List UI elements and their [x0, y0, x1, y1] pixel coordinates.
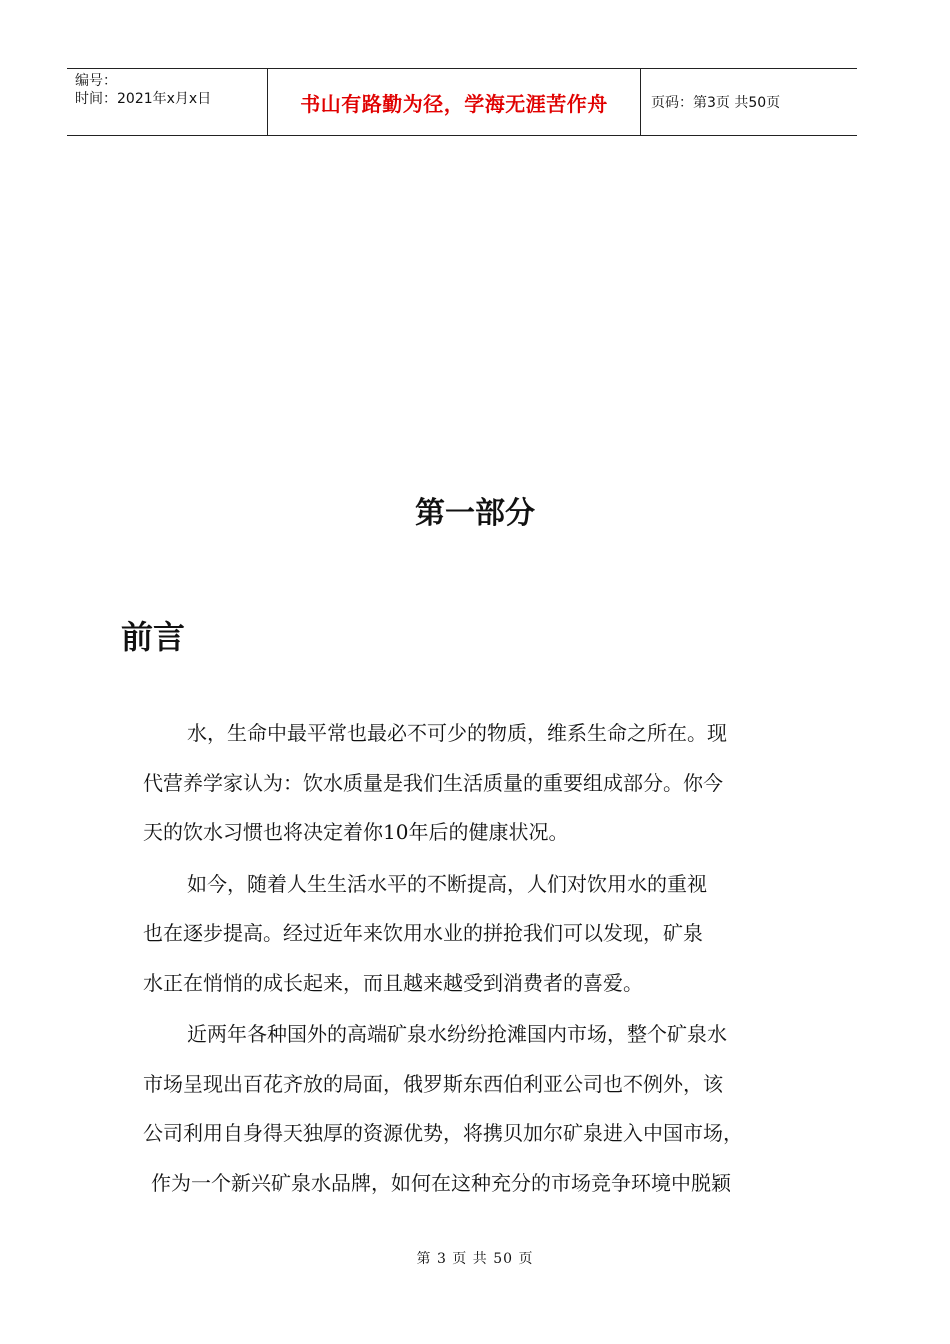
- paragraph-1: [143, 716, 803, 865]
- body-text: [143, 716, 803, 1215]
- paragraph-line: 也在逐步提高。经过近年来饮用水业的拼抢我们可以发现，矿泉: [143, 921, 703, 945]
- paragraph-line: 水正在悄悄的成长起来，而且越来越受到消费者的喜爱。: [143, 970, 643, 995]
- serial-number-label: 编号：: [75, 73, 117, 89]
- page-footer: 第 3 页 共 50 页: [416, 1251, 534, 1267]
- paragraph-line: 市场呈现出百花齐放的局面，俄罗斯东西伯利亚公司也不例外，该: [143, 1071, 723, 1096]
- paragraph-2: [143, 867, 803, 1016]
- page-info: 页码：第3页 共50页: [651, 95, 781, 111]
- part-title: 第一部分: [415, 496, 535, 531]
- header-meta-cell: [67, 69, 268, 135]
- page-header: [67, 68, 857, 136]
- paragraph-line: 近两年各种国外的高端矿泉水纷纷抢滩国内市场，整个矿泉水: [187, 1022, 727, 1046]
- paragraph-3: [143, 1017, 803, 1215]
- paragraph-line: 水，生命中最平常也最必不可少的物质，维系生命之所在。现: [187, 721, 727, 745]
- paragraph-line: 公司利用自身得天独厚的资源优势，将携贝加尔矿泉进入中国市场，: [143, 1121, 743, 1145]
- paragraph-line: 天的饮水习惯也将决定着你10年后的健康状况。: [143, 820, 569, 844]
- paragraph-line: 作为一个新兴矿泉水品牌，如何在这种充分的市场竞争环境中脱颖: [151, 1170, 731, 1195]
- section-title: 前言: [121, 618, 186, 656]
- motto-text: 书山有路勤为径，学海无涯苦作舟: [300, 91, 608, 116]
- header-page-cell: [641, 69, 857, 135]
- header-motto-cell: [268, 69, 641, 135]
- time-label: 时间：2021年x月x日: [75, 91, 212, 107]
- paragraph-line: 代营养学家认为：饮水质量是我们生活质量的重要组成部分。你今: [143, 770, 723, 795]
- paragraph-line: 如今，随着人生生活水平的不断提高，人们对饮用水的重视: [187, 871, 707, 896]
